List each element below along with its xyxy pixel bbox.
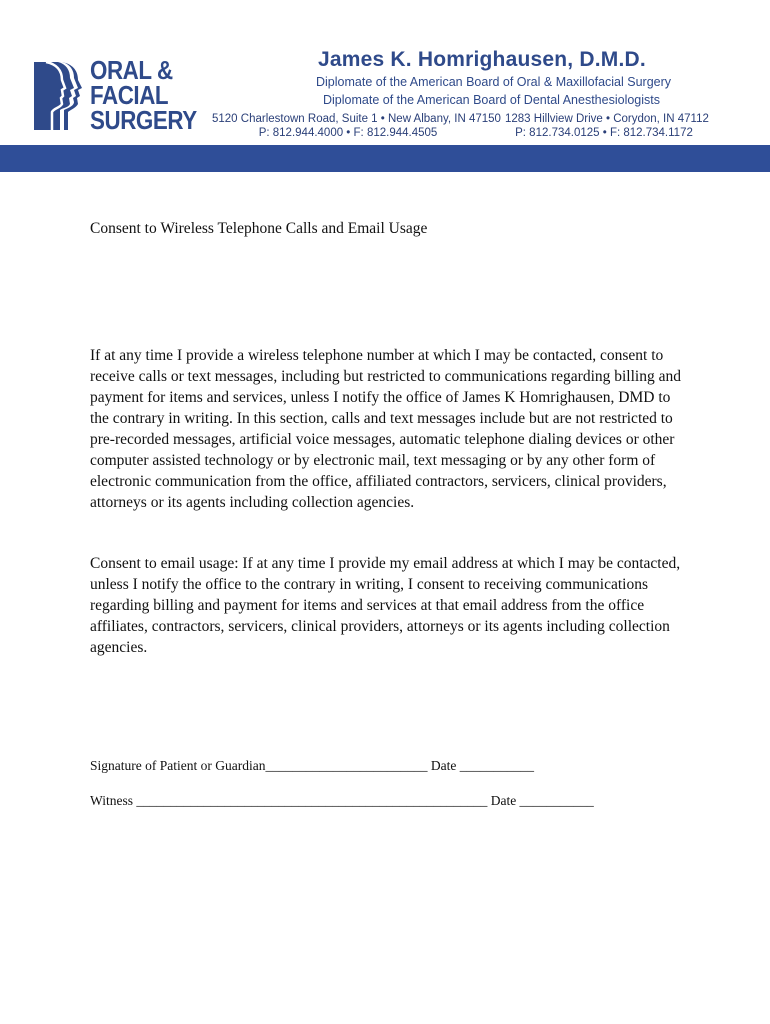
office-phone: P: 812.734.0125 • F: 812.734.1172 [515, 127, 693, 139]
office-phone: P: 812.944.4000 • F: 812.944.4505 [258, 127, 438, 139]
practice-logo-text [90, 55, 197, 135]
office-address: 1283 Hillview Drive • Corydon, IN 47112 [505, 113, 709, 125]
logo-line: FACIAL [90, 80, 169, 110]
doctor-name: James K. Homrighausen, D.M.D. [318, 48, 646, 71]
face-profile-icon [32, 58, 84, 134]
logo-line: ORAL & [90, 55, 173, 85]
office-new-albany [212, 112, 501, 140]
patient-signature-line: Signature of Patient or Guardian________________________ Date ___________ [90, 758, 534, 773]
office-address: 5120 Charlestown Road, Suite 1 • New Albany, IN 47150 [212, 113, 501, 125]
document-title: Consent to Wireless Telephone Calls and Email Usage [90, 220, 428, 237]
header-band [0, 145, 770, 172]
diplomate-line: Diplomate of the American Board of Oral & Maxillofacial Surgery [316, 75, 672, 89]
office-corydon [505, 112, 709, 140]
diplomate-line: Diplomate of the American Board of Dental Anesthesiologists [323, 93, 660, 107]
wireless-consent-paragraph: If at any time I provide a wireless telephone number at which I may be contacted, consent to receive calls or text messages, including but restricted to communications regarding billing and payment for items and services, unless I notify the office of James K Homrighausen, DMD to the contrary in writing. In this section, calls and text messages include but are not restricted to pre-recorded messages, artificial voice messages, automatic telephone dialing devices or other computer assisted technology or by electronic mail, text messaging or by any other form of electronic communication from the office, affiliated contractors, servicers, clinical providers, attorneys or its agents including collection agencies. [90, 347, 681, 511]
letterhead [0, 0, 770, 175]
witness-signature-line: Witness ____________________________________________________ Date ___________ [90, 793, 594, 808]
email-consent-paragraph: Consent to email usage: If at any time I provide my email address at which I may be contacted, unless I notify the office to the contrary in writing, I consent to receiving communications regarding billing and payment for items and services at that email address from the office affiliates, contractors, servicers, clinical providers, attorneys or its agents including collection agencies. [90, 555, 681, 656]
logo-line: SURGERY [90, 105, 197, 135]
